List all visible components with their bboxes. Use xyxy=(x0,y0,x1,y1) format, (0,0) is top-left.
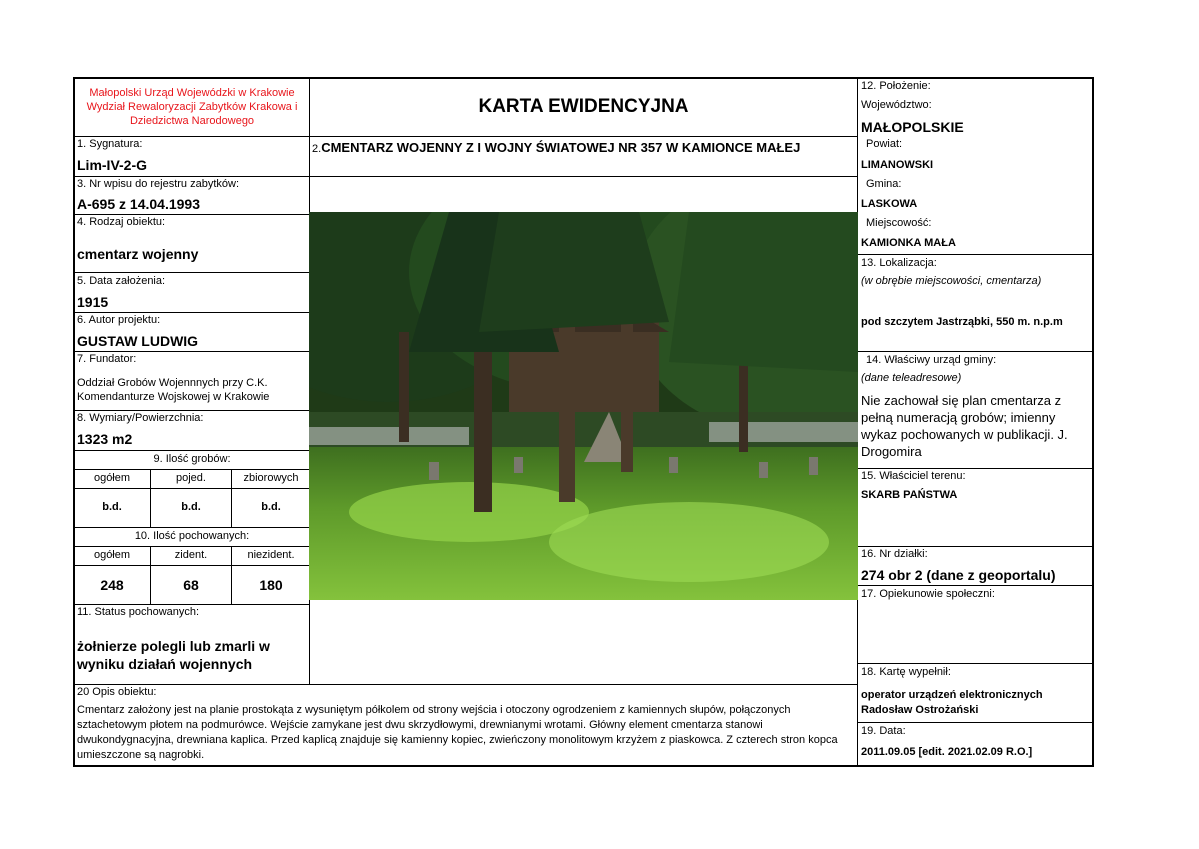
location-label: 12. Położenie: xyxy=(861,80,931,92)
town-value: KAMIONKA MAŁA xyxy=(861,237,956,249)
buried-header-unidentified: niezident. xyxy=(247,549,295,561)
buried-header-total: ogółem xyxy=(93,549,131,561)
graves-value-total: b.d. xyxy=(102,501,122,513)
description-label: 20 Opis obiektu: xyxy=(77,686,157,698)
institution-name: Małopolski Urząd Wojewódzki w Krakowie Wydział Rewaloryzacji Zabytków Krakowa i Dziedzictwa Narodowego xyxy=(86,87,298,127)
date-label: 19. Data: xyxy=(861,725,906,737)
filled-by-label: 18. Kartę wypełnił: xyxy=(861,666,951,678)
county-value: LIMANOWSKI xyxy=(861,159,934,171)
voivodeship-label: Województwo: xyxy=(861,99,932,111)
voivodeship-value: MAŁOPOLSKIE xyxy=(861,119,964,135)
municipality-office-note: Nie zachował się plan cmentarza z pełną numeracją grobów; imienny wykaz pochowanych w publikacji. J. Drogomira xyxy=(861,393,1068,459)
guardians-label: 17. Opiekunowie społeczni: xyxy=(861,588,995,600)
register-number-value: A-695 z 14.04.1993 xyxy=(77,196,200,212)
localization-label: 13. Lokalizacja: xyxy=(861,257,937,269)
buried-value-total: 248 xyxy=(100,577,124,593)
graves-header-single: pojed. xyxy=(176,472,206,484)
localization-value: pod szczytem Jastrząbki, 550 m. n.p.m xyxy=(861,316,1063,328)
graves-header-collective: zbiorowych xyxy=(243,472,299,484)
founding-date-value: 1915 xyxy=(77,294,109,310)
graves-label: 9. Ilość grobów: xyxy=(153,453,231,465)
county-label: Powiat: xyxy=(866,138,903,150)
object-name-text: CMENTARZ WOJENNY Z I WOJNY ŚWIATOWEJ NR 357 W KAMIONCE MAŁEJ xyxy=(321,140,801,155)
founder-label: 7. Fundator: xyxy=(77,353,137,365)
municipality-office-label: 14. Właściwy urząd gminy: xyxy=(866,354,997,366)
founding-date-label: 5. Data założenia: xyxy=(77,275,166,287)
plot-number-label: 16. Nr działki: xyxy=(861,548,928,560)
graves-value-collective: b.d. xyxy=(261,501,281,513)
buried-label: 10. Ilość pochowanych: xyxy=(134,530,250,542)
commune-label: Gmina: xyxy=(866,178,902,190)
graves-header-total: ogółem xyxy=(93,472,131,484)
sygnatura-value: Lim-IV-2-G xyxy=(77,157,148,173)
graves-value-single: b.d. xyxy=(181,501,201,513)
object-type-label: 4. Rodzaj obiektu: xyxy=(77,216,166,228)
status-value: żołnierze polegli lub zmarli w wyniku działań wojennych xyxy=(77,638,270,672)
owner-value: SKARB PAŃSTWA xyxy=(861,489,958,501)
sygnatura-label: 1. Sygnatura: xyxy=(77,138,143,150)
buried-header-identified: zident. xyxy=(174,549,208,561)
object-name xyxy=(312,139,800,157)
object-type-value: cmentarz wojenny xyxy=(77,246,199,262)
plot-number-value: 274 obr 2 (dane z geoportalu) xyxy=(861,567,1056,583)
commune-value: LASKOWA xyxy=(861,198,918,210)
date-value: 2011.09.05 [edit. 2021.02.09 R.O.] xyxy=(861,746,1033,758)
card-title: KARTA EWIDENCYJNA xyxy=(478,96,689,117)
filled-by-value: operator urządzeń elektronicznych Radosław Ostrożański xyxy=(861,689,1043,716)
founder-value: Oddział Grobów Wojennnych przy C.K. Komendanturze Wojskowej w Krakowie xyxy=(77,377,270,403)
buried-value-identified: 68 xyxy=(183,577,199,593)
author-label: 6. Autor projektu: xyxy=(77,314,161,326)
localization-hint: (w obrębie miejscowości, cmentarza) xyxy=(861,275,1042,287)
object-name-number: 2. xyxy=(312,143,322,155)
register-number-label: 3. Nr wpisu do rejestru zabytków: xyxy=(77,178,240,190)
photo-graphic xyxy=(309,212,858,600)
cemetery-photo xyxy=(309,212,858,600)
author-value: GUSTAW LUDWIG xyxy=(77,333,199,349)
dimensions-value: 1323 m2 xyxy=(77,431,133,447)
buried-value-unidentified: 180 xyxy=(259,577,283,593)
owner-label: 15. Właściciel terenu: xyxy=(861,470,966,482)
description-text: Cmentarz założony jest na planie prostokąta z wysuniętym półkolem od strony wejścia i otoczony ogrodzeniem z kamiennych słupów, połączonych sztachetowym płotem na podmurówce. Wejście zamykane jest dwu skrzydłowymi, drewnianymi wrotami. Główny element cmentarza stanowi dwukondygnacyjna, drewniana kaplica. Przed kaplicą znajduje się kamienny kopiec, zwieńczony monolitowym krzyżem z piaskowca. Z czterech stron kopca umieszczone są nagrobki. xyxy=(77,704,838,761)
municipality-office-hint: (dane teleadresowe) xyxy=(861,372,962,384)
town-label: Miejscowość: xyxy=(866,217,932,229)
status-label: 11. Status pochowanych: xyxy=(77,606,200,618)
dimensions-label: 8. Wymiary/Powierzchnia: xyxy=(77,412,204,424)
